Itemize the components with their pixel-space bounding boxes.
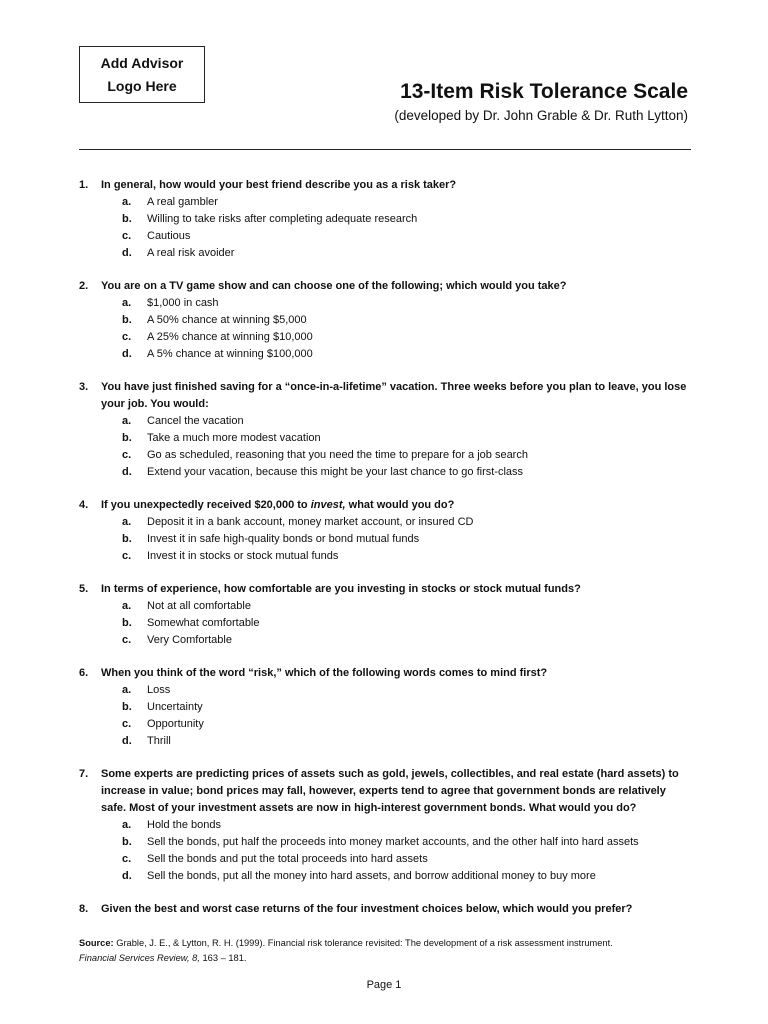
option-text: Uncertainty: [147, 701, 203, 713]
answer-option: [79, 531, 691, 548]
answer-option: [79, 312, 691, 329]
source-label: Source:: [79, 938, 114, 948]
option-letter: b.: [122, 617, 132, 629]
answer-option: [79, 346, 691, 363]
source-pages: 163 – 181.: [199, 953, 247, 963]
answer-option: [79, 228, 691, 245]
option-letter: c.: [122, 230, 132, 242]
question-text: You are on a TV game show and can choose one of the following; which would you take?: [101, 280, 567, 292]
option-text: A real risk avoider: [147, 247, 235, 259]
logo-placeholder-line-2: Logo Here: [107, 77, 177, 94]
option-letter: a.: [122, 297, 132, 309]
option-letter: d.: [122, 247, 132, 259]
option-letter: b.: [122, 314, 132, 326]
option-letter: b.: [122, 213, 132, 225]
question-6: [79, 665, 691, 750]
answer-option: [79, 733, 691, 750]
document-subtitle: (developed by Dr. John Grable & Dr. Ruth Lytton): [394, 108, 688, 123]
answer-option: [79, 817, 691, 834]
source-text: Grable, J. E., & Lytton, R. H. (1999). Financial risk tolerance revisited: The development of a risk assessment instrument.: [113, 938, 613, 948]
question-text: In terms of experience, how comfortable are you investing in stocks or stock mutual funds?: [101, 583, 581, 595]
option-text: Cancel the vacation: [147, 415, 244, 427]
option-text: Take a much more modest vacation: [147, 432, 321, 444]
answer-option: [79, 851, 691, 868]
option-text: Go as scheduled, reasoning that you need the time to prepare for a job search: [147, 449, 528, 461]
answer-option: [79, 632, 691, 649]
option-text: Invest it in safe high-quality bonds or bond mutual funds: [147, 533, 420, 545]
question-text-emphasis: invest,: [310, 499, 346, 511]
option-text: Willing to take risks after completing adequate research: [147, 213, 418, 225]
option-letter: b.: [122, 432, 132, 444]
question-1: [79, 177, 691, 262]
answer-option: [79, 194, 691, 211]
option-letter: b.: [122, 836, 132, 848]
option-letter: b.: [122, 701, 132, 713]
question-text: Some experts are predicting prices of assets such as gold, jewels, collectibles, and real estate (hard assets) to increase in value; bond prices may fall, however, experts tend to agree that government bonds are relatively safe. Most of your investment assets are now in high-interest government bonds. What would you do?: [101, 768, 679, 814]
option-text: Extend your vacation, because this might be your last chance to go first-class: [147, 466, 524, 478]
option-letter: d.: [122, 466, 132, 478]
question-7: [79, 766, 691, 885]
option-letter: a.: [122, 196, 132, 208]
option-letter: a.: [122, 819, 132, 831]
logo-placeholder-line-1: Add Advisor: [100, 54, 184, 71]
answer-option: [79, 211, 691, 228]
option-letter: a.: [122, 415, 132, 427]
question-text: In general, how would your best friend describe you as a risk taker?: [101, 179, 457, 191]
option-text: Deposit it in a bank account, money market account, or insured CD: [147, 516, 474, 528]
answer-option: [79, 699, 691, 716]
option-text: Sell the bonds and put the total proceeds into hard assets: [147, 853, 428, 865]
question-number: 4.: [79, 499, 89, 511]
option-letter: c.: [122, 449, 132, 461]
option-text: Very Comfortable: [147, 634, 232, 646]
option-letter: c.: [122, 853, 132, 865]
option-letter: b.: [122, 533, 132, 545]
question-number: 3.: [79, 381, 89, 393]
option-text: A real gambler: [147, 196, 218, 208]
question-text-end: what would you do?: [345, 499, 455, 511]
option-letter: a.: [122, 684, 132, 696]
answer-option: [79, 682, 691, 699]
answer-option: [79, 716, 691, 733]
question-text-start: If you unexpectedly received $20,000 to: [101, 499, 311, 511]
question-text: You have just finished saving for a “once-in-a-lifetime” vacation. Three weeks before you plan to leave, you lose your job. You would:: [101, 381, 687, 410]
option-text: Thrill: [147, 735, 171, 747]
answer-option: [79, 295, 691, 312]
question-text: When you think of the word “risk,” which of the following words comes to mind first?: [101, 667, 548, 679]
option-letter: a.: [122, 600, 132, 612]
option-text: Invest it in stocks or stock mutual funds: [147, 550, 339, 562]
option-text: Sell the bonds, put all the money into hard assets, and borrow additional money to buy more: [147, 870, 596, 882]
option-text: A 5% chance at winning $100,000: [147, 348, 313, 360]
answer-option: [79, 834, 691, 851]
question-number: 8.: [79, 903, 89, 915]
question-number: 5.: [79, 583, 89, 595]
question-4: [79, 497, 691, 565]
answer-option: [79, 413, 691, 430]
answer-option: [79, 548, 691, 565]
question-8: [79, 901, 691, 918]
question-number: 2.: [79, 280, 89, 292]
answer-option: [79, 430, 691, 447]
option-text: Cautious: [147, 230, 191, 242]
option-text: A 50% chance at winning $5,000: [147, 314, 307, 326]
question-5: [79, 581, 691, 649]
option-text: Not at all comfortable: [147, 600, 251, 612]
option-letter: c.: [122, 331, 132, 343]
question-list: [79, 177, 691, 934]
option-letter: d.: [122, 348, 132, 360]
question-number: 6.: [79, 667, 89, 679]
option-text: $1,000 in cash: [147, 297, 219, 309]
answer-option: [79, 329, 691, 346]
question-text: [101, 497, 691, 514]
page-number: Page 1: [366, 979, 402, 991]
option-text: Sell the bonds, put half the proceeds into money market accounts, and the other half into hard assets: [147, 836, 639, 848]
answer-option: [79, 598, 691, 615]
source-journal: Financial Services Review, 8,: [79, 953, 200, 963]
option-text: Opportunity: [147, 718, 204, 730]
answer-option: [79, 514, 691, 531]
answer-option: [79, 447, 691, 464]
answer-option: [79, 464, 691, 481]
option-letter: c.: [122, 718, 132, 730]
document-title: 13-Item Risk Tolerance Scale: [400, 80, 688, 103]
source-citation: [79, 936, 691, 966]
option-letter: d.: [122, 735, 132, 747]
answer-option: [79, 868, 691, 885]
advisor-logo-placeholder: [79, 46, 205, 103]
question-text: Given the best and worst case returns of the four investment choices below, which would you prefer?: [101, 903, 633, 915]
answer-option: [79, 615, 691, 632]
option-text: Somewhat comfortable: [147, 617, 260, 629]
answer-option: [79, 245, 691, 262]
option-letter: c.: [122, 634, 132, 646]
question-number: 7.: [79, 768, 89, 780]
question-number: 1.: [79, 179, 89, 191]
option-letter: c.: [122, 550, 132, 562]
option-letter: a.: [122, 516, 132, 528]
option-text: Loss: [147, 684, 171, 696]
option-letter: d.: [122, 870, 132, 882]
option-text: Hold the bonds: [147, 819, 221, 831]
question-2: [79, 278, 691, 363]
question-3: [79, 379, 691, 481]
option-text: A 25% chance at winning $10,000: [147, 331, 313, 343]
header-divider: [79, 149, 691, 150]
